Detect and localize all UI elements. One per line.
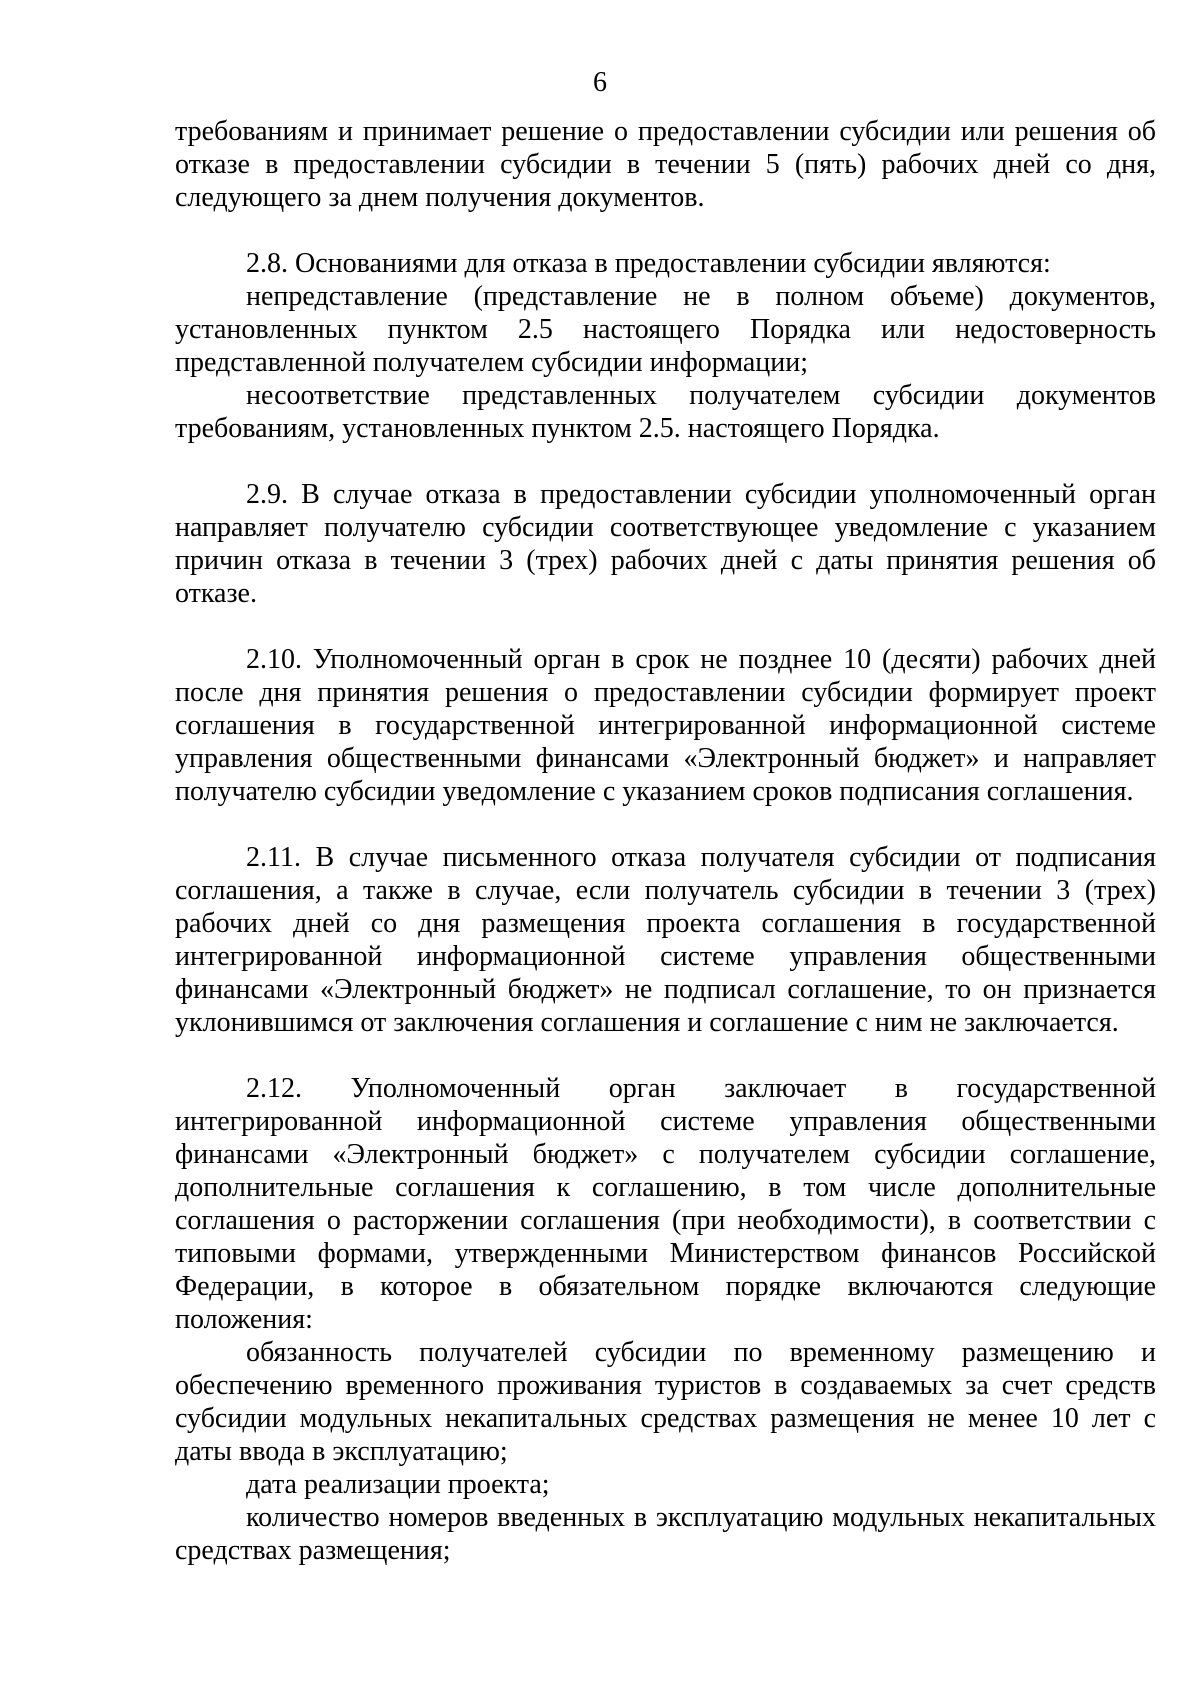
page-number: 6	[593, 67, 607, 98]
paragraph-gap	[175, 808, 1156, 841]
paragraph-2-8: 2.8. Основаниями для отказа в предоставлении субсидии являются:	[246, 248, 1051, 279]
paragraph-2-12-item-1: обязанность получателей субсидии по временному размещению и обеспечению временного проживания туристов в создаваемых за счет средств субсидии модульных некапитальных средствах размещения не менее 10 лет с даты ввода в эксплуатацию;	[175, 1337, 1156, 1467]
paragraph-gap	[175, 610, 1156, 643]
paragraph-gap	[175, 1039, 1156, 1072]
paragraph-2-12-item-2: дата реализации проекта;	[246, 1469, 550, 1500]
paragraph-2-9: 2.9. В случае отказа в предоставлении субсидии уполномоченный орган направляет получателю субсидии соответствующее уведомление с указанием причин отказа в течении 3 (трех) рабочих дней с даты принятия решения об отказе.	[175, 479, 1156, 609]
paragraph-2-11: 2.11. В случае письменного отказа получателя субсидии от подписания соглашения, а также в случае, если получатель субсидии в течении 3 (трех) рабочих дней со дня размещения проекта соглашения в государственной интегрированной информационной системе управления общественными финансами «Электронный бюджет» не подписал соглашение, то он признается уклонившимся от заключения соглашения и соглашение с ним не заключается.	[175, 842, 1156, 1038]
paragraph-2-8-item-2: несоответствие представленных получателем субсидии документов требованиям, установленных пунктом 2.5. настоящего Порядка.	[175, 380, 1156, 444]
paragraph-2-8-item-1: непредставление (представление не в полном объеме) документов, установленных пунктом 2.5 настоящего Порядка или недостоверность представленной получателем субсидии информации;	[175, 281, 1156, 378]
paragraph-gap	[175, 214, 1156, 247]
paragraph-2-10: 2.10. Уполномоченный орган в срок не позднее 10 (десяти) рабочих дней после дня принятия решения о предоставлении субсидии формирует проект соглашения в государственной интегрированной информационной системе управления общественными финансами «Электронный бюджет» и направляет получателю субсидии уведомление с указанием сроков подписания соглашения.	[175, 644, 1156, 807]
document-body	[175, 115, 1156, 1567]
paragraph-continuation: требованиям и принимает решение о предоставлении субсидии или решения об отказе в предоставлении субсидии в течении 5 (пять) рабочих дней со дня, следующего за днем получения документов.	[175, 116, 1156, 213]
paragraph-2-12: 2.12. Уполномоченный орган заключает в государственной интегрированной информационной системе управления общественными финансами «Электронный бюджет» с получателем субсидии соглашение, дополнительные соглашения к соглашению, в том числе дополнительные соглашения о расторжении соглашения (при необходимости), в соответствии с типовыми формами, утвержденными Министерством финансов Российской Федерации, в которое в обязательном порядке включаются следующие положения:	[175, 1073, 1156, 1335]
paragraph-2-12-item-3: количество номеров введенных в эксплуатацию модульных некапитальных средствах размещения;	[175, 1502, 1156, 1566]
paragraph-gap	[175, 445, 1156, 478]
